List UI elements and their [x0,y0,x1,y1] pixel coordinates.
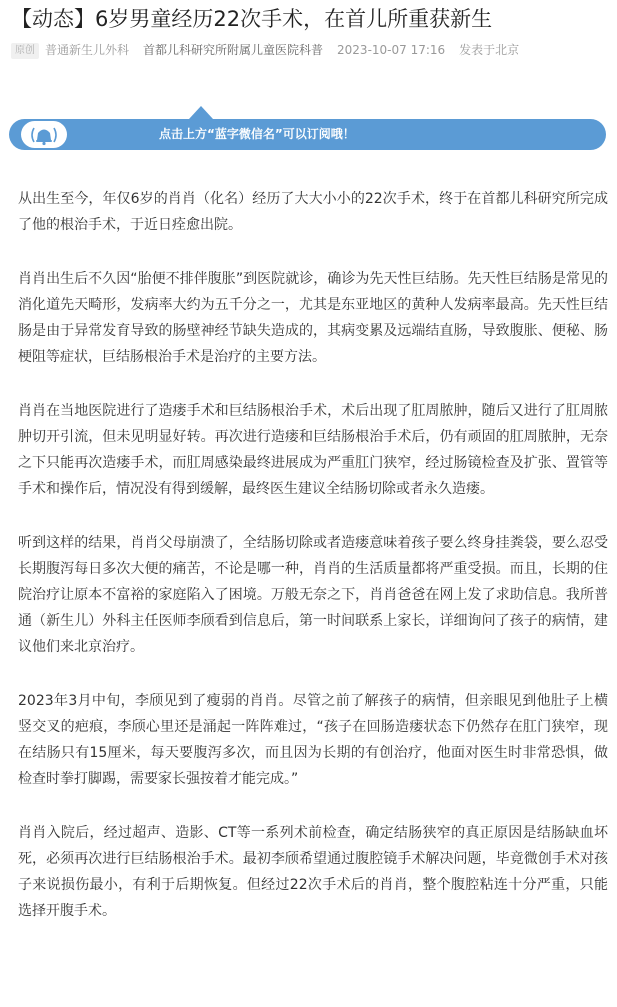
original-badge: 原创 [11,43,39,59]
bell-icon [21,121,67,148]
paragraph: 从出生至今，年仅6岁的肖肖（化名）经历了大大小小的22次手术，终于在首都儿科研究所完成了他的根治手术，于近日痊愈出院。 [18,191,608,233]
paragraph: 肖肖出生后不久因“胎便不排伴腹胀”到医院就诊，确诊为先天性巨结肠。先天性巨结肠是常见的消化道先天畸形，发病率大约为五千分之一，尤其是东亚地区的黄种人发病率最高。先天性巨结肠是由于异常发育导致的肠壁神经节缺失造成的，其病变累及远端结直肠，导致腹胀、便秘、肠梗阻等症状，巨结肠根治手术是治疗的主要方法。 [18,271,608,365]
source-link-hospital[interactable]: 首都儿科研究所附属儿童医院科普 [143,43,324,57]
paragraph: 肖肖入院后，经过超声、造影、CT等一系列术前检查，确定结肠狭窄的真正原因是结肠缺血坏死，必须再次进行巨结肠根治手术。最初李颀希望通过腹腔镜手术解决问题，毕竟微创手术对孩子来说损伤最小，有利于后期恢复。但经过22次手术后的肖肖，整个腹腔粘连十分严重，只能选择开腹手术。 [18,825,608,919]
paragraph: 听到这样的结果，肖肖父母崩溃了，全结肠切除或者造瘘意味着孩子要么终身挂粪袋，要么忍受长期腹泻每日多次大便的痛苦，不论是哪一种，肖肖的生活质量都将严重受损。而且，长期的住院治疗让原本不富裕的家庭陷入了困境。万般无奈之下，肖肖爸爸在网上发了求助信息。我所普通（新生儿）外科主任医师李颀看到信息后，第一时间联系上家长，详细询问了孩子的病情，建议他们来北京治疗。 [18,535,608,655]
source-link-surgery[interactable]: 普通新生儿外科 [45,43,130,57]
article-meta [11,41,611,59]
subscribe-banner[interactable] [0,100,617,160]
paragraph: 肖肖在当地医院进行了造瘘手术和巨结肠根治手术，术后出现了肛周脓肿，随后又进行了肛周脓肿切开引流，但未见明显好转。再次进行造瘘和巨结肠根治手术后，仍有顽固的肛周脓肿，无奈之下只能再次造瘘手术，而肛周感染最终进展成为严重肛门狭窄，经过肠镜检查及扩张、置管等手术和操作后，情况没有得到缓解，最终医生建议全结肠切除或者永久造瘘。 [18,403,608,497]
publish-location: 发表于北京 [459,43,520,57]
paragraph: 2023年3月中旬，李颀见到了瘦弱的肖肖。尽管之前了解孩子的病情，但亲眼见到他肚子上横竖交叉的疤痕，李颀心里还是涌起一阵阵难过，“孩子在回肠造瘘状态下仍然存在肛门狭窄，现在结肠只有15厘米，每天要腹泻多次，而且因为长期的有创治疗，他面对医生时非常恐惧，做检查时拳打脚踢，需要家长强按着才能完成。” [18,693,608,787]
banner-bar [9,119,606,150]
banner-text: 点击上方“蓝字微信名”可以订阅哦！ [159,127,355,141]
banner-pointer [189,106,213,119]
article-body [18,186,608,952]
publish-datetime: 2023-10-07 17:16 [337,43,446,57]
article-title: 【动态】6岁男童经历22次手术，在首儿所重获新生 [11,7,493,31]
